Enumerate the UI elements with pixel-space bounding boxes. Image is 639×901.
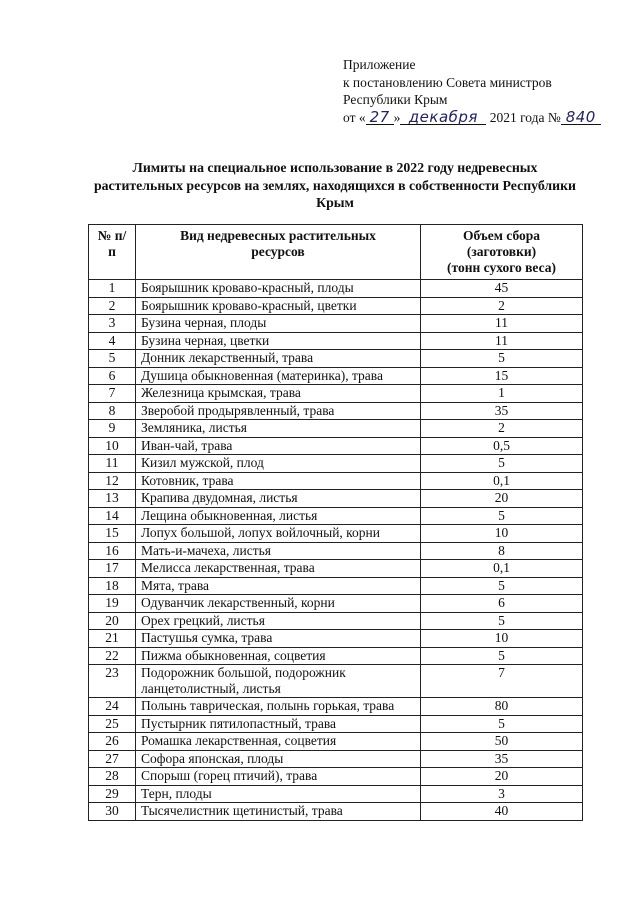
row-resource-name: Мелисса лекарственная, трава (136, 560, 421, 578)
row-volume: 45 (421, 280, 583, 298)
row-volume: 5 (421, 455, 583, 473)
doc-number: 840 (565, 107, 596, 126)
table-row (89, 577, 583, 595)
table-row (89, 715, 583, 733)
row-number: 24 (89, 698, 136, 716)
row-resource-name: Крапива двудомная, листья (136, 490, 421, 508)
row-volume: 0,5 (421, 437, 583, 455)
table-body (89, 280, 583, 821)
row-resource-name: Пустырник пятилопастный, трава (136, 715, 421, 733)
row-number: 17 (89, 560, 136, 578)
row-number: 20 (89, 612, 136, 630)
row-number: 7 (89, 385, 136, 403)
table-row (89, 803, 583, 821)
row-number: 22 (89, 647, 136, 665)
row-volume: 5 (421, 350, 583, 368)
table-row (89, 420, 583, 438)
appendix-date-line (343, 109, 601, 127)
row-resource-name: Орех грецкий, листья (136, 612, 421, 630)
row-volume: 2 (421, 297, 583, 315)
row-volume: 40 (421, 803, 583, 821)
header-volume-line-2: (заготовки) (466, 244, 537, 259)
appendix-line-3: Республики Крым (343, 92, 448, 107)
row-resource-name: Лещина обыкновенная, листья (136, 507, 421, 525)
row-number: 1 (89, 280, 136, 298)
row-volume: 0,1 (421, 560, 583, 578)
row-number: 29 (89, 785, 136, 803)
row-number: 5 (89, 350, 136, 368)
row-volume: 11 (421, 315, 583, 333)
row-number: 27 (89, 750, 136, 768)
row-number: 2 (89, 297, 136, 315)
row-number: 21 (89, 630, 136, 648)
row-number: 16 (89, 542, 136, 560)
row-volume: 1 (421, 385, 583, 403)
row-volume: 2 (421, 420, 583, 438)
row-resource-name: Мята, трава (136, 577, 421, 595)
row-resource-name: Зверобой продырявленный, трава (136, 402, 421, 420)
row-resource-name: Боярышник кроваво-красный, плоды (136, 280, 421, 298)
table-row (89, 332, 583, 350)
row-resource-name: Пижма обыкновенная, соцветия (136, 647, 421, 665)
table-row (89, 297, 583, 315)
row-volume: 35 (421, 750, 583, 768)
table-row (89, 630, 583, 648)
row-resource-name: Боярышник кроваво-красный, цветки (136, 297, 421, 315)
row-volume: 5 (421, 647, 583, 665)
row-number: 19 (89, 595, 136, 613)
header-volume-line-3: (тонн сухого веса) (447, 260, 556, 275)
row-resource-name: Полынь таврическая, полынь горькая, трава (136, 698, 421, 716)
row-number: 11 (89, 455, 136, 473)
row-resource-name: Бузина черная, цветки (136, 332, 421, 350)
table-row (89, 785, 583, 803)
date-month-field (400, 109, 486, 125)
row-resource-name: Пастушья сумка, трава (136, 630, 421, 648)
row-number: 4 (89, 332, 136, 350)
table-row (89, 315, 583, 333)
table-row (89, 455, 583, 473)
row-volume: 3 (421, 785, 583, 803)
row-number: 18 (89, 577, 136, 595)
row-resource-name: Мать-и-мачеха, листья (136, 542, 421, 560)
row-volume: 5 (421, 507, 583, 525)
row-number: 15 (89, 525, 136, 543)
table-row (89, 280, 583, 298)
row-number: 8 (89, 402, 136, 420)
header-num: № п/п (89, 225, 136, 280)
row-volume: 7 (421, 665, 583, 698)
table-row (89, 525, 583, 543)
row-volume: 50 (421, 733, 583, 751)
appendix-block (343, 56, 601, 126)
table-row (89, 367, 583, 385)
header-volume (421, 225, 583, 280)
table-row (89, 750, 583, 768)
date-year: 2021 года № (489, 109, 561, 125)
row-resource-name: Кизил мужской, плод (136, 455, 421, 473)
row-resource-name: Терн, плоды (136, 785, 421, 803)
table-row (89, 472, 583, 490)
table-row (89, 560, 583, 578)
row-resource-name: Бузина черная, плоды (136, 315, 421, 333)
row-resource-name: Подорожник большой, подорожник ланцетолистный, листья (136, 665, 421, 698)
appendix-line-1: Приложение (343, 57, 416, 72)
date-mid: » (393, 109, 401, 125)
row-number: 6 (89, 367, 136, 385)
row-volume: 35 (421, 402, 583, 420)
row-number: 23 (89, 665, 136, 698)
row-volume: 0,1 (421, 472, 583, 490)
row-number: 25 (89, 715, 136, 733)
date-prefix: от « (343, 109, 366, 125)
row-resource-name: Спорыш (горец птичий), трава (136, 768, 421, 786)
row-number: 10 (89, 437, 136, 455)
table-row (89, 402, 583, 420)
row-number: 28 (89, 768, 136, 786)
table-row (89, 665, 583, 698)
date-day: 27 (369, 107, 390, 126)
date-day-field (366, 109, 394, 125)
row-volume: 80 (421, 698, 583, 716)
row-volume: 20 (421, 490, 583, 508)
row-volume: 6 (421, 595, 583, 613)
row-number: 13 (89, 490, 136, 508)
table-row (89, 647, 583, 665)
table-row (89, 768, 583, 786)
table-row (89, 595, 583, 613)
doc-number-field (561, 109, 601, 125)
table-row (89, 350, 583, 368)
row-volume: 10 (421, 630, 583, 648)
date-month: декабря (408, 107, 478, 126)
appendix-line-2: к постановлению Совета министров (343, 74, 552, 90)
row-resource-name: Котовник, трава (136, 472, 421, 490)
table-row (89, 698, 583, 716)
row-number: 14 (89, 507, 136, 525)
row-resource-name: Софора японская, плоды (136, 750, 421, 768)
document-title: Лимиты на специальное использование в 2022 году недревесных растительных ресурсов на землях, находящихся в собственности Республики Крым (93, 160, 576, 210)
row-volume: 5 (421, 715, 583, 733)
row-resource-name: Иван-чай, трава (136, 437, 421, 455)
table-row (89, 612, 583, 630)
row-number: 9 (89, 420, 136, 438)
table-row (89, 385, 583, 403)
table-row (89, 490, 583, 508)
table-row (89, 542, 583, 560)
row-volume: 20 (421, 768, 583, 786)
table-row (89, 437, 583, 455)
row-volume: 10 (421, 525, 583, 543)
row-number: 30 (89, 803, 136, 821)
row-resource-name: Железница крымская, трава (136, 385, 421, 403)
row-volume: 5 (421, 577, 583, 595)
limits-table (88, 224, 583, 821)
row-resource-name: Тысячелистник щетинистый, трава (136, 803, 421, 821)
row-volume: 5 (421, 612, 583, 630)
row-resource-name: Донник лекарственный, трава (136, 350, 421, 368)
row-volume: 11 (421, 332, 583, 350)
row-resource-name: Лопух большой, лопух войлочный, корни (136, 525, 421, 543)
header-name: Вид недревесных растительных ресурсов (136, 225, 421, 280)
row-number: 26 (89, 733, 136, 751)
table-row (89, 507, 583, 525)
row-volume: 8 (421, 542, 583, 560)
row-resource-name: Земляника, листья (136, 420, 421, 438)
row-number: 12 (89, 472, 136, 490)
row-resource-name: Душица обыкновенная (материнка), трава (136, 367, 421, 385)
row-number: 3 (89, 315, 136, 333)
table-row (89, 733, 583, 751)
table-header-row (89, 225, 583, 280)
row-resource-name: Одуванчик лекарственный, корни (136, 595, 421, 613)
row-volume: 15 (421, 367, 583, 385)
row-resource-name: Ромашка лекарственная, соцветия (136, 733, 421, 751)
header-volume-line-1: Объем сбора (462, 228, 541, 243)
